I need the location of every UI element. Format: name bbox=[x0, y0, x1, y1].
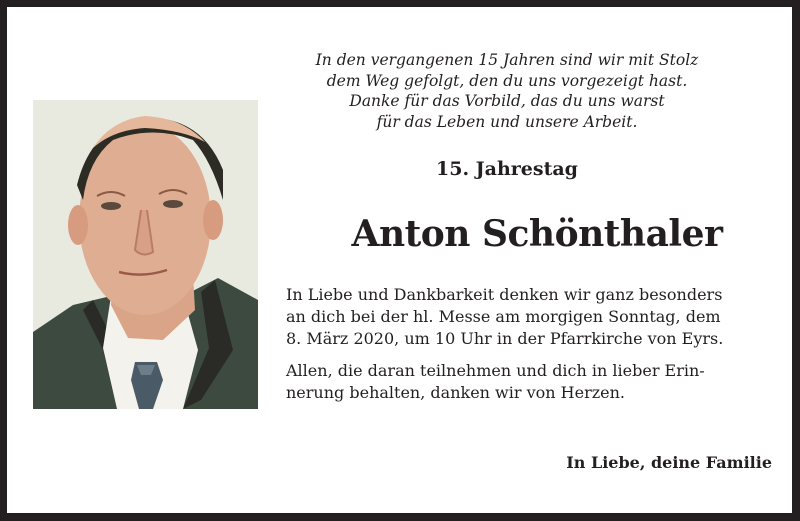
body-line: Allen, die daran teilnehmen und dich in lieber Erin- bbox=[286, 361, 705, 380]
memorial-quote bbox=[307, 50, 707, 132]
quote-line: dem Weg gefolgt, den du uns vorgezeigt hast. bbox=[326, 71, 688, 90]
quote-line: Danke für das Vorbild, das du uns warst bbox=[349, 92, 665, 110]
thanks-paragraph bbox=[286, 360, 786, 404]
body-line: 8. März 2020, um 10 Uhr in der Pfarrkirche von Eyrs. bbox=[286, 329, 724, 348]
portrait-photo bbox=[33, 100, 258, 409]
quote-line: für das Leben und unsere Arbeit. bbox=[376, 112, 638, 131]
notice-card bbox=[7, 7, 792, 513]
portrait-icon bbox=[33, 100, 258, 409]
body-line: nerung behalten, danken wir von Herzen. bbox=[286, 383, 626, 402]
body-line: In Liebe und Dankbarkeit denken wir ganz besonders bbox=[286, 285, 723, 304]
deceased-name: Anton Schönthaler bbox=[351, 213, 723, 255]
anniversary-label: 15. Jahrestag bbox=[436, 158, 578, 180]
body-line: an dich bei der hl. Messe am morgigen Sonntag, dem bbox=[286, 307, 721, 326]
quote-line: In den vergangenen 15 Jahren sind wir mit Stolz bbox=[315, 51, 699, 69]
mass-announcement-paragraph bbox=[286, 284, 786, 350]
family-signature: In Liebe, deine Familie bbox=[566, 453, 772, 472]
notice-body bbox=[286, 284, 786, 414]
